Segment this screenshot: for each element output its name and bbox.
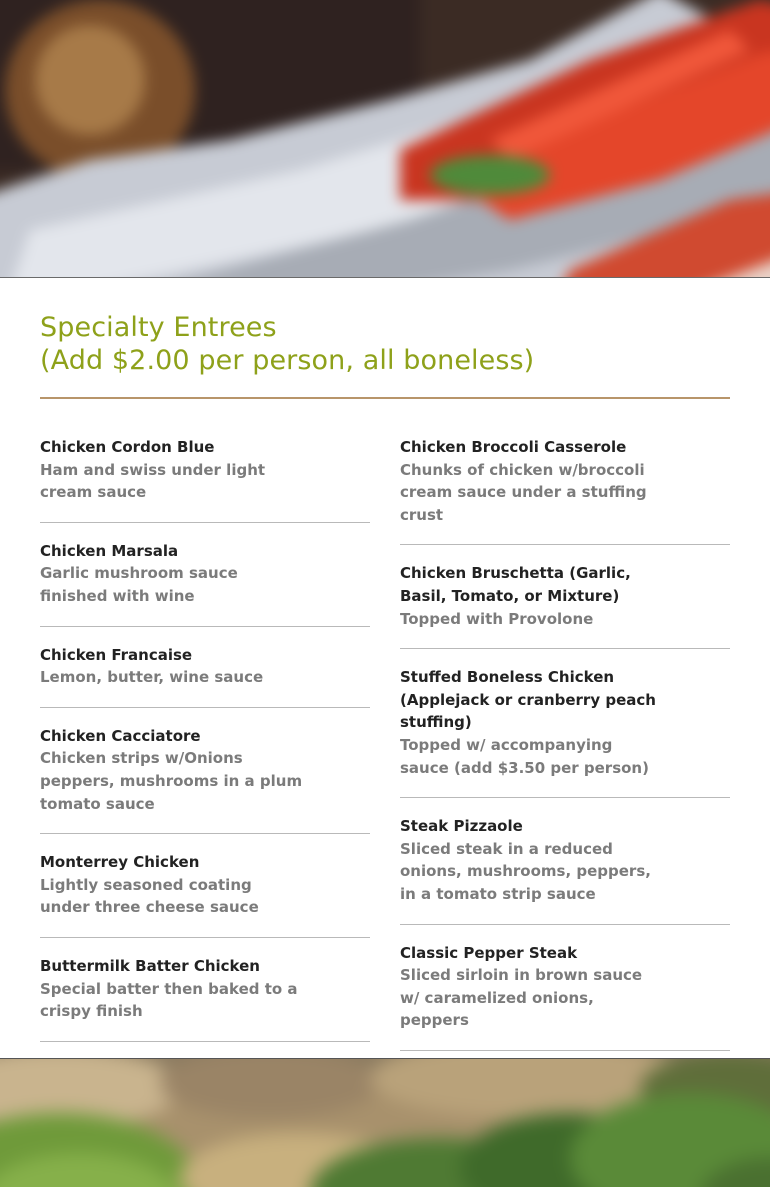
menu-item-name: Chicken Francaise [40, 645, 193, 664]
menu-item [40, 851, 370, 938]
menu-item [40, 540, 370, 627]
heading-divider [40, 397, 730, 399]
menu-item-name: Chicken Bruschetta (Garlic, Basil, Tomato, or Mixture) [400, 564, 631, 605]
section-subtitle: (Add $2.00 per person, all boneless) [40, 345, 535, 376]
menu-item-description: Garlic mushroom sauce finished with wine [40, 564, 238, 605]
menu-item-name: Monterrey Chicken [40, 853, 200, 872]
food-photo-top-image [0, 0, 770, 278]
menu-item-description: Sliced steak in a reduced onions, mushrooms, peppers, in a tomato strip sauce [400, 839, 651, 903]
menu-item-name: Buttermilk Batter Chicken [40, 956, 260, 975]
food-photo-bottom-image [0, 1058, 770, 1187]
menu-item [40, 436, 370, 523]
photo-bottom-edge [0, 1058, 770, 1059]
menu-item-description: Chunks of chicken w/broccoli cream sauce under a stuffing crust [400, 460, 647, 524]
menu-item [40, 644, 370, 708]
menu-item [400, 562, 730, 649]
menu-item [400, 666, 730, 798]
menu-item-description: Lightly seasoned coating under three cheese sauce [40, 875, 259, 917]
menu-item-description: Chicken strips w/Onions peppers, mushrooms in a plum tomato sauce [40, 749, 303, 813]
menu-item-name: Chicken Marsala [40, 541, 179, 560]
menu-column-left [40, 436, 370, 1059]
menu-item-description: Topped with Provolone [400, 609, 594, 628]
menu-item-description: Topped w/ accompanying sauce (add $3.50 per person) [400, 735, 649, 777]
menu-item-description: Lemon, butter, wine sauce [40, 668, 264, 687]
menu-item-description: Ham and swiss under light cream sauce [40, 460, 266, 502]
food-photo-top [0, 0, 770, 278]
menu-item [400, 436, 730, 545]
menu-item [40, 955, 370, 1042]
section-heading [40, 311, 730, 377]
menu-item-name: Chicken Cacciatore [40, 726, 201, 745]
menu-item-description: Sliced sirloin in brown sauce w/ caramelized onions, peppers [400, 966, 643, 1030]
photo-top-edge [0, 277, 770, 278]
menu-item-description: Special batter then baked to a crispy finish [40, 979, 298, 1021]
menu-item [40, 725, 370, 834]
menu-column-right [400, 436, 730, 1068]
menu-item [400, 815, 730, 924]
section-title: Specialty Entrees [40, 312, 277, 343]
food-photo-bottom [0, 1058, 770, 1187]
menu-item-name: Classic Pepper Steak [400, 943, 578, 962]
menu-item [400, 942, 730, 1051]
menu-item-name: Steak Pizzaole [400, 817, 523, 836]
menu-item-name: Chicken Cordon Blue [40, 438, 215, 456]
menu-item-name: Chicken Broccoli Casserole [400, 438, 627, 456]
menu-item-name: Stuffed Boneless Chicken (Applejack or cranberry peach stuffing) [400, 668, 656, 732]
